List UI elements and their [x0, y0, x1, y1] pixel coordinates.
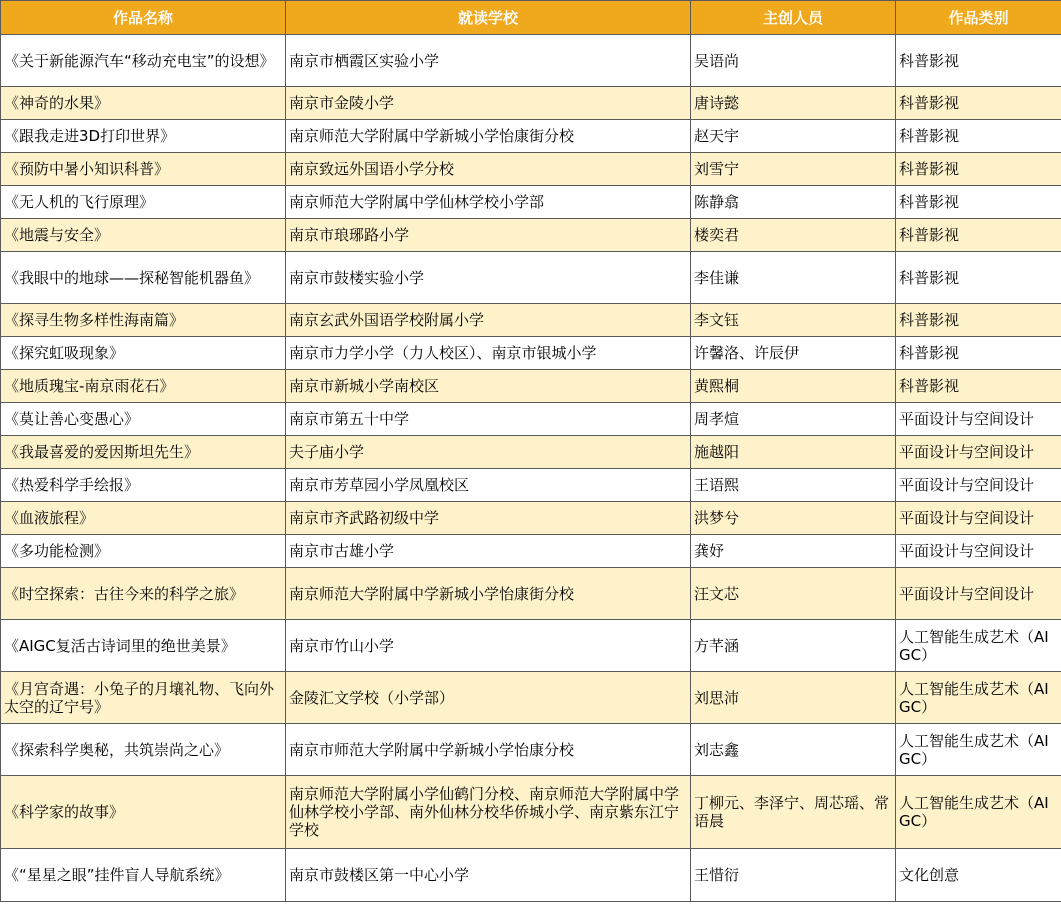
table-row [1, 436, 1061, 469]
cell-creators: 周孝煊 [691, 403, 896, 436]
cell-school: 南京市竹山小学 [286, 620, 691, 672]
cell-category: 科普影视 [896, 87, 1061, 120]
cell-work-name: 《我最喜爱的爱因斯坦先生》 [1, 436, 286, 469]
cell-category: 科普影视 [896, 252, 1061, 304]
cell-work-name: 《血液旅程》 [1, 502, 286, 535]
cell-category: 科普影视 [896, 219, 1061, 252]
cell-work-name: 《探寻生物多样性海南篇》 [1, 304, 286, 337]
cell-creators: 李文钰 [691, 304, 896, 337]
cell-creators: 刘志鑫 [691, 724, 896, 776]
table-row [1, 370, 1061, 403]
cell-category: 科普影视 [896, 370, 1061, 403]
table-row [1, 620, 1061, 672]
cell-work-name: 《“星星之眼”挂件盲人导航系统》 [1, 849, 286, 902]
cell-school: 南京市师范大学附属中学新城小学怡康分校 [286, 724, 691, 776]
cell-creators: 方芊涵 [691, 620, 896, 672]
cell-creators: 刘思沛 [691, 672, 896, 724]
cell-work-name: 《科学家的故事》 [1, 776, 286, 849]
table-row [1, 403, 1061, 436]
table-row [1, 724, 1061, 776]
cell-work-name: 《探索科学奥秘，共筑崇尚之心》 [1, 724, 286, 776]
cell-category: 人工智能生成艺术（AIGC） [896, 724, 1061, 776]
cell-school: 南京市栖霞区实验小学 [286, 35, 691, 87]
cell-school: 南京市第五十中学 [286, 403, 691, 436]
table-row [1, 502, 1061, 535]
cell-work-name: 《探究虹吸现象》 [1, 337, 286, 370]
cell-creators: 陈静翕 [691, 186, 896, 219]
cell-creators: 洪梦兮 [691, 502, 896, 535]
cell-school: 南京市鼓楼实验小学 [286, 252, 691, 304]
table-row [1, 87, 1061, 120]
table-header-row [1, 1, 1061, 35]
cell-school: 南京市齐武路初级中学 [286, 502, 691, 535]
table-row [1, 849, 1061, 902]
cell-school: 南京致远外国语小学分校 [286, 153, 691, 186]
cell-creators: 黄熙桐 [691, 370, 896, 403]
cell-work-name: 《AIGC复活古诗词里的绝世美景》 [1, 620, 286, 672]
table-body [1, 35, 1061, 902]
cell-work-name: 《时空探索：古往今来的科学之旅》 [1, 568, 286, 620]
cell-school: 金陵汇文学校（小学部） [286, 672, 691, 724]
table-row [1, 120, 1061, 153]
header-school: 就读学校 [286, 1, 691, 35]
cell-creators: 楼奕君 [691, 219, 896, 252]
cell-school: 南京师范大学附属中学仙林学校小学部 [286, 186, 691, 219]
cell-creators: 龚妤 [691, 535, 896, 568]
cell-school: 南京市古雄小学 [286, 535, 691, 568]
cell-creators: 王语熙 [691, 469, 896, 502]
cell-work-name: 《地质瑰宝-南京雨花石》 [1, 370, 286, 403]
cell-creators: 赵天宇 [691, 120, 896, 153]
cell-work-name: 《我眼中的地球——探秘智能机器鱼》 [1, 252, 286, 304]
header-work-name: 作品名称 [1, 1, 286, 35]
cell-category: 科普影视 [896, 304, 1061, 337]
cell-category: 科普影视 [896, 153, 1061, 186]
cell-category: 人工智能生成艺术（AIGC） [896, 776, 1061, 849]
cell-category: 科普影视 [896, 120, 1061, 153]
cell-school: 南京师范大学附属中学新城小学怡康街分校 [286, 568, 691, 620]
cell-creators: 许馨洛、许辰伊 [691, 337, 896, 370]
cell-work-name: 《地震与安全》 [1, 219, 286, 252]
cell-category: 科普影视 [896, 337, 1061, 370]
cell-category: 平面设计与空间设计 [896, 469, 1061, 502]
cell-work-name: 《莫让善心变愚心》 [1, 403, 286, 436]
cell-category: 平面设计与空间设计 [896, 403, 1061, 436]
cell-work-name: 《关于新能源汽车“移动充电宝”的设想》 [1, 35, 286, 87]
cell-school: 南京市鼓楼区第一中心小学 [286, 849, 691, 902]
cell-creators: 李佳谦 [691, 252, 896, 304]
cell-creators: 唐诗懿 [691, 87, 896, 120]
cell-creators: 刘雪宁 [691, 153, 896, 186]
cell-school: 南京市琅琊路小学 [286, 219, 691, 252]
cell-school: 南京师范大学附属小学仙鹤门分校、南京师范大学附属中学仙林学校小学部、南外仙林分校华侨城小学、南京紫东江宁学校 [286, 776, 691, 849]
table-row [1, 776, 1061, 849]
table-row [1, 252, 1061, 304]
cell-school: 南京市力学小学（力人校区）、南京市银城小学 [286, 337, 691, 370]
cell-creators: 丁柳元、李泽宁、周芯瑶、常语晨 [691, 776, 896, 849]
table-row [1, 568, 1061, 620]
cell-creators: 吴语尚 [691, 35, 896, 87]
cell-category: 人工智能生成艺术（AIGC） [896, 620, 1061, 672]
cell-category: 平面设计与空间设计 [896, 568, 1061, 620]
cell-creators: 王惜衍 [691, 849, 896, 902]
cell-work-name: 《神奇的水果》 [1, 87, 286, 120]
cell-work-name: 《月宫奇遇：小兔子的月壤礼物、飞向外太空的辽宁号》 [1, 672, 286, 724]
header-creators: 主创人员 [691, 1, 896, 35]
cell-category: 人工智能生成艺术（AIGC） [896, 672, 1061, 724]
cell-school: 夫子庙小学 [286, 436, 691, 469]
cell-work-name: 《多功能检测》 [1, 535, 286, 568]
cell-category: 平面设计与空间设计 [896, 502, 1061, 535]
table-row [1, 153, 1061, 186]
table-row [1, 672, 1061, 724]
cell-creators: 施越阳 [691, 436, 896, 469]
table-row [1, 535, 1061, 568]
cell-school: 南京市新城小学南校区 [286, 370, 691, 403]
cell-category: 科普影视 [896, 186, 1061, 219]
cell-school: 南京市芳草园小学凤凰校区 [286, 469, 691, 502]
cell-category: 平面设计与空间设计 [896, 535, 1061, 568]
table-row [1, 186, 1061, 219]
cell-category: 平面设计与空间设计 [896, 436, 1061, 469]
cell-work-name: 《无人机的飞行原理》 [1, 186, 286, 219]
table-row [1, 219, 1061, 252]
cell-school: 南京玄武外国语学校附属小学 [286, 304, 691, 337]
header-category: 作品类别 [896, 1, 1061, 35]
table-row [1, 35, 1061, 87]
table-row [1, 337, 1061, 370]
cell-creators: 汪文芯 [691, 568, 896, 620]
table-row [1, 469, 1061, 502]
cell-category: 科普影视 [896, 35, 1061, 87]
cell-school: 南京师范大学附属中学新城小学怡康街分校 [286, 120, 691, 153]
cell-work-name: 《跟我走进3D打印世界》 [1, 120, 286, 153]
cell-work-name: 《热爱科学手绘报》 [1, 469, 286, 502]
cell-school: 南京市金陵小学 [286, 87, 691, 120]
table-row [1, 304, 1061, 337]
cell-work-name: 《预防中暑小知识科普》 [1, 153, 286, 186]
cell-category: 文化创意 [896, 849, 1061, 902]
